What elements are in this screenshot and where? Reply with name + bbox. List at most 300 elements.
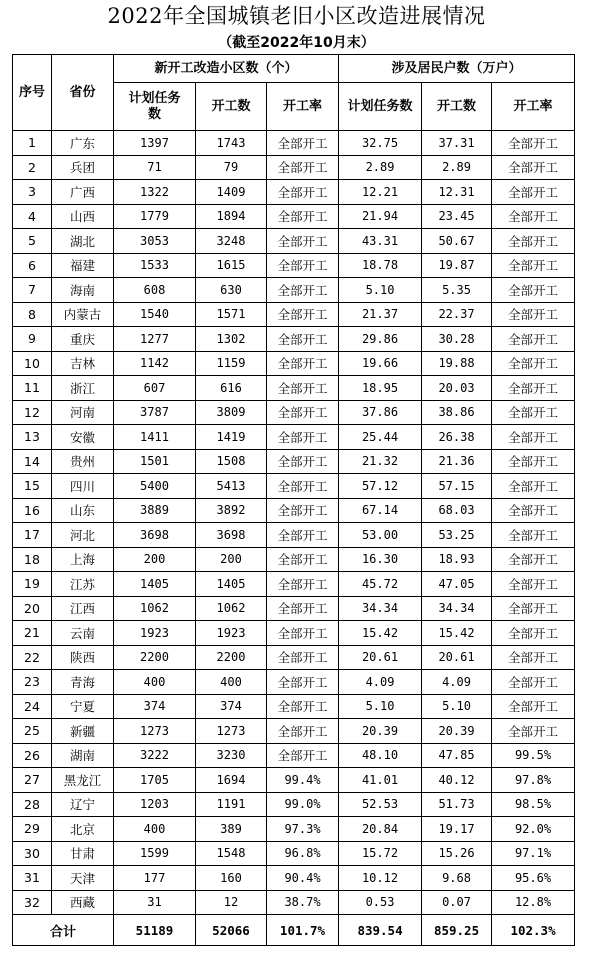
cell-households-planned: 15.72	[339, 841, 422, 866]
cell-communities-planned: 177	[114, 866, 196, 891]
cell-households-started: 4.09	[422, 670, 492, 695]
table-row	[13, 425, 575, 450]
cell-households-started: 19.88	[422, 351, 492, 376]
cell-seq: 22	[13, 645, 52, 670]
total-households-rate: 102.3%	[492, 915, 575, 946]
cell-households-started: 15.26	[422, 841, 492, 866]
cell-households-rate: 全部开工	[492, 449, 575, 474]
cell-households-planned: 18.78	[339, 253, 422, 278]
cell-households-rate: 全部开工	[492, 670, 575, 695]
cell-households-planned: 45.72	[339, 572, 422, 597]
cell-province: 江苏	[52, 572, 114, 597]
header-group-communities: 新开工改造小区数（个）	[114, 55, 339, 83]
cell-communities-rate: 38.7%	[267, 890, 339, 915]
cell-communities-started: 1062	[196, 596, 267, 621]
cell-communities-rate: 90.4%	[267, 866, 339, 891]
cell-communities-rate: 全部开工	[267, 327, 339, 352]
cell-seq: 16	[13, 498, 52, 523]
cell-communities-rate: 全部开工	[267, 743, 339, 768]
cell-households-started: 57.15	[422, 474, 492, 499]
header-group-households: 涉及居民户数（万户）	[339, 55, 575, 83]
table-row	[13, 376, 575, 401]
cell-communities-rate: 全部开工	[267, 155, 339, 180]
cell-households-started: 2.89	[422, 155, 492, 180]
table-row	[13, 474, 575, 499]
cell-seq: 12	[13, 400, 52, 425]
cell-households-started: 5.35	[422, 278, 492, 303]
cell-households-rate: 全部开工	[492, 719, 575, 744]
cell-households-rate: 97.8%	[492, 768, 575, 793]
cell-communities-planned: 3222	[114, 743, 196, 768]
table-row	[13, 449, 575, 474]
cell-province: 福建	[52, 253, 114, 278]
cell-households-rate: 95.6%	[492, 866, 575, 891]
cell-communities-started: 1405	[196, 572, 267, 597]
cell-province: 甘肃	[52, 841, 114, 866]
cell-communities-rate: 全部开工	[267, 253, 339, 278]
header-communities-planned: 计划任务数	[114, 83, 196, 131]
cell-communities-planned: 1599	[114, 841, 196, 866]
cell-households-rate: 全部开工	[492, 327, 575, 352]
cell-households-started: 26.38	[422, 425, 492, 450]
cell-province: 北京	[52, 817, 114, 842]
total-row	[13, 915, 575, 946]
total-label: 合计	[13, 915, 114, 946]
cell-households-rate: 全部开工	[492, 302, 575, 327]
cell-households-rate: 全部开工	[492, 131, 575, 156]
cell-communities-planned: 1779	[114, 204, 196, 229]
cell-households-started: 53.25	[422, 523, 492, 548]
cell-province: 江西	[52, 596, 114, 621]
table-row	[13, 229, 575, 254]
cell-communities-planned: 71	[114, 155, 196, 180]
cell-households-rate: 全部开工	[492, 547, 575, 572]
cell-seq: 11	[13, 376, 52, 401]
cell-households-planned: 16.30	[339, 547, 422, 572]
cell-households-planned: 25.44	[339, 425, 422, 450]
cell-province: 湖南	[52, 743, 114, 768]
cell-communities-started: 400	[196, 670, 267, 695]
cell-households-planned: 34.34	[339, 596, 422, 621]
cell-province: 上海	[52, 547, 114, 572]
cell-households-planned: 5.10	[339, 278, 422, 303]
cell-households-rate: 12.8%	[492, 890, 575, 915]
cell-communities-started: 1159	[196, 351, 267, 376]
cell-households-started: 37.31	[422, 131, 492, 156]
cell-households-planned: 57.12	[339, 474, 422, 499]
cell-communities-rate: 全部开工	[267, 719, 339, 744]
cell-households-planned: 21.32	[339, 449, 422, 474]
cell-province: 西藏	[52, 890, 114, 915]
cell-households-started: 18.93	[422, 547, 492, 572]
cell-communities-rate: 全部开工	[267, 425, 339, 450]
cell-province: 内蒙古	[52, 302, 114, 327]
cell-communities-rate: 全部开工	[267, 229, 339, 254]
cell-households-started: 22.37	[422, 302, 492, 327]
cell-seq: 23	[13, 670, 52, 695]
cell-communities-planned: 31	[114, 890, 196, 915]
cell-province: 新疆	[52, 719, 114, 744]
cell-province: 宁夏	[52, 694, 114, 719]
table-row	[13, 841, 575, 866]
cell-seq: 8	[13, 302, 52, 327]
cell-households-started: 47.85	[422, 743, 492, 768]
cell-province: 黑龙江	[52, 768, 114, 793]
cell-households-rate: 全部开工	[492, 376, 575, 401]
cell-communities-started: 5413	[196, 474, 267, 499]
table-row	[13, 645, 575, 670]
table-row	[13, 621, 575, 646]
cell-seq: 19	[13, 572, 52, 597]
cell-communities-started: 1419	[196, 425, 267, 450]
cell-communities-started: 374	[196, 694, 267, 719]
cell-households-planned: 32.75	[339, 131, 422, 156]
cell-seq: 18	[13, 547, 52, 572]
cell-communities-started: 1743	[196, 131, 267, 156]
cell-communities-started: 1191	[196, 792, 267, 817]
cell-communities-planned: 1540	[114, 302, 196, 327]
cell-seq: 7	[13, 278, 52, 303]
cell-communities-planned: 1142	[114, 351, 196, 376]
cell-communities-started: 389	[196, 817, 267, 842]
cell-households-planned: 37.86	[339, 400, 422, 425]
cell-communities-planned: 2200	[114, 645, 196, 670]
cell-households-planned: 10.12	[339, 866, 422, 891]
cell-communities-started: 1302	[196, 327, 267, 352]
cell-province: 辽宁	[52, 792, 114, 817]
cell-communities-started: 1571	[196, 302, 267, 327]
cell-households-started: 23.45	[422, 204, 492, 229]
table-row	[13, 253, 575, 278]
cell-communities-started: 1615	[196, 253, 267, 278]
cell-seq: 2	[13, 155, 52, 180]
cell-communities-planned: 1705	[114, 768, 196, 793]
table-row	[13, 817, 575, 842]
cell-communities-started: 3809	[196, 400, 267, 425]
table-row	[13, 131, 575, 156]
cell-households-planned: 18.95	[339, 376, 422, 401]
table-row	[13, 547, 575, 572]
cell-province: 贵州	[52, 449, 114, 474]
table-row	[13, 743, 575, 768]
header-households-rate: 开工率	[492, 83, 575, 131]
cell-households-started: 15.42	[422, 621, 492, 646]
cell-households-planned: 21.37	[339, 302, 422, 327]
cell-communities-planned: 5400	[114, 474, 196, 499]
cell-households-planned: 48.10	[339, 743, 422, 768]
cell-communities-planned: 1062	[114, 596, 196, 621]
cell-communities-planned: 1533	[114, 253, 196, 278]
cell-households-rate: 全部开工	[492, 621, 575, 646]
cell-province: 山东	[52, 498, 114, 523]
cell-seq: 6	[13, 253, 52, 278]
cell-communities-rate: 全部开工	[267, 302, 339, 327]
cell-households-planned: 41.01	[339, 768, 422, 793]
cell-province: 陕西	[52, 645, 114, 670]
cell-households-started: 21.36	[422, 449, 492, 474]
cell-seq: 9	[13, 327, 52, 352]
cell-households-planned: 20.61	[339, 645, 422, 670]
cell-households-rate: 99.5%	[492, 743, 575, 768]
cell-households-rate: 全部开工	[492, 351, 575, 376]
cell-households-started: 0.07	[422, 890, 492, 915]
header-province: 省份	[52, 55, 114, 131]
cell-province: 山西	[52, 204, 114, 229]
cell-households-started: 12.31	[422, 180, 492, 205]
cell-communities-planned: 1405	[114, 572, 196, 597]
cell-households-rate: 全部开工	[492, 155, 575, 180]
cell-communities-started: 12	[196, 890, 267, 915]
cell-communities-planned: 1273	[114, 719, 196, 744]
cell-communities-rate: 99.4%	[267, 768, 339, 793]
cell-communities-rate: 全部开工	[267, 621, 339, 646]
cell-seq: 10	[13, 351, 52, 376]
cell-seq: 30	[13, 841, 52, 866]
header-communities-rate: 开工率	[267, 83, 339, 131]
cell-communities-started: 1508	[196, 449, 267, 474]
cell-communities-started: 79	[196, 155, 267, 180]
cell-households-started: 34.34	[422, 596, 492, 621]
cell-households-started: 50.67	[422, 229, 492, 254]
cell-households-rate: 全部开工	[492, 523, 575, 548]
cell-communities-started: 2200	[196, 645, 267, 670]
cell-communities-started: 3698	[196, 523, 267, 548]
cell-households-started: 19.17	[422, 817, 492, 842]
cell-households-rate: 全部开工	[492, 400, 575, 425]
cell-communities-planned: 374	[114, 694, 196, 719]
cell-seq: 17	[13, 523, 52, 548]
table-row	[13, 302, 575, 327]
cell-households-started: 47.05	[422, 572, 492, 597]
cell-seq: 28	[13, 792, 52, 817]
table-row	[13, 596, 575, 621]
cell-seq: 31	[13, 866, 52, 891]
cell-households-planned: 53.00	[339, 523, 422, 548]
cell-communities-planned: 3889	[114, 498, 196, 523]
cell-communities-started: 616	[196, 376, 267, 401]
cell-communities-rate: 全部开工	[267, 547, 339, 572]
cell-communities-started: 3248	[196, 229, 267, 254]
table-row	[13, 890, 575, 915]
cell-province: 安徽	[52, 425, 114, 450]
cell-seq: 5	[13, 229, 52, 254]
cell-communities-rate: 全部开工	[267, 694, 339, 719]
total-communities-planned: 51189	[114, 915, 196, 946]
header-row-1	[13, 55, 575, 83]
cell-households-planned: 12.21	[339, 180, 422, 205]
cell-households-rate: 全部开工	[492, 645, 575, 670]
cell-communities-rate: 全部开工	[267, 498, 339, 523]
total-households-started: 859.25	[422, 915, 492, 946]
cell-communities-planned: 1277	[114, 327, 196, 352]
header-households-planned: 计划任务数	[339, 83, 422, 131]
cell-seq: 1	[13, 131, 52, 156]
header-seq: 序号	[13, 55, 52, 131]
cell-households-started: 38.86	[422, 400, 492, 425]
cell-communities-rate: 全部开工	[267, 400, 339, 425]
cell-communities-started: 1548	[196, 841, 267, 866]
cell-communities-rate: 97.3%	[267, 817, 339, 842]
cell-communities-started: 1273	[196, 719, 267, 744]
cell-province: 河南	[52, 400, 114, 425]
cell-communities-planned: 400	[114, 670, 196, 695]
cell-communities-rate: 全部开工	[267, 474, 339, 499]
cell-households-started: 19.87	[422, 253, 492, 278]
cell-households-planned: 0.53	[339, 890, 422, 915]
total-communities-rate: 101.7%	[267, 915, 339, 946]
cell-communities-planned: 1397	[114, 131, 196, 156]
cell-communities-planned: 200	[114, 547, 196, 572]
table-row	[13, 866, 575, 891]
cell-communities-rate: 全部开工	[267, 180, 339, 205]
cell-households-started: 5.10	[422, 694, 492, 719]
cell-communities-started: 1923	[196, 621, 267, 646]
table-row	[13, 400, 575, 425]
cell-communities-planned: 1322	[114, 180, 196, 205]
cell-households-planned: 67.14	[339, 498, 422, 523]
cell-province: 兵团	[52, 155, 114, 180]
cell-communities-started: 160	[196, 866, 267, 891]
cell-province: 广西	[52, 180, 114, 205]
cell-communities-planned: 1203	[114, 792, 196, 817]
cell-province: 天津	[52, 866, 114, 891]
cell-seq: 13	[13, 425, 52, 450]
cell-households-started: 40.12	[422, 768, 492, 793]
cell-province: 重庆	[52, 327, 114, 352]
cell-households-rate: 全部开工	[492, 596, 575, 621]
cell-households-started: 68.03	[422, 498, 492, 523]
header-households-started: 开工数	[422, 83, 492, 131]
page-subtitle: （截至2022年10月末）	[218, 35, 375, 51]
cell-households-planned: 20.39	[339, 719, 422, 744]
cell-households-rate: 97.1%	[492, 841, 575, 866]
cell-communities-rate: 96.8%	[267, 841, 339, 866]
cell-households-started: 20.61	[422, 645, 492, 670]
cell-seq: 4	[13, 204, 52, 229]
table-row	[13, 204, 575, 229]
cell-seq: 27	[13, 768, 52, 793]
cell-households-rate: 全部开工	[492, 474, 575, 499]
cell-households-planned: 52.53	[339, 792, 422, 817]
cell-communities-started: 1894	[196, 204, 267, 229]
cell-households-planned: 2.89	[339, 155, 422, 180]
cell-communities-rate: 全部开工	[267, 351, 339, 376]
cell-province: 浙江	[52, 376, 114, 401]
cell-households-started: 51.73	[422, 792, 492, 817]
table-row	[13, 155, 575, 180]
cell-province: 吉林	[52, 351, 114, 376]
cell-communities-planned: 1411	[114, 425, 196, 450]
cell-households-planned: 21.94	[339, 204, 422, 229]
cell-households-planned: 15.42	[339, 621, 422, 646]
cell-households-started: 20.03	[422, 376, 492, 401]
cell-province: 广东	[52, 131, 114, 156]
table-body	[13, 131, 575, 915]
page-title: 2022年全国城镇老旧小区改造进展情况	[107, 4, 486, 28]
cell-households-rate: 全部开工	[492, 278, 575, 303]
cell-households-rate: 全部开工	[492, 498, 575, 523]
cell-households-planned: 29.86	[339, 327, 422, 352]
cell-communities-rate: 全部开工	[267, 523, 339, 548]
cell-province: 海南	[52, 278, 114, 303]
cell-communities-rate: 全部开工	[267, 670, 339, 695]
cell-households-started: 9.68	[422, 866, 492, 891]
table-row	[13, 572, 575, 597]
cell-households-rate: 全部开工	[492, 425, 575, 450]
cell-seq: 26	[13, 743, 52, 768]
total-communities-started: 52066	[196, 915, 267, 946]
cell-communities-started: 200	[196, 547, 267, 572]
cell-province: 四川	[52, 474, 114, 499]
cell-communities-planned: 400	[114, 817, 196, 842]
cell-households-rate: 全部开工	[492, 694, 575, 719]
header-communities-started: 开工数	[196, 83, 267, 131]
cell-seq: 29	[13, 817, 52, 842]
cell-communities-rate: 全部开工	[267, 645, 339, 670]
cell-households-planned: 20.84	[339, 817, 422, 842]
cell-households-rate: 全部开工	[492, 253, 575, 278]
cell-communities-planned: 3698	[114, 523, 196, 548]
cell-communities-started: 3892	[196, 498, 267, 523]
cell-households-planned: 4.09	[339, 670, 422, 695]
cell-households-started: 20.39	[422, 719, 492, 744]
cell-households-rate: 全部开工	[492, 229, 575, 254]
cell-communities-rate: 全部开工	[267, 204, 339, 229]
total-households-planned: 839.54	[339, 915, 422, 946]
cell-communities-rate: 全部开工	[267, 376, 339, 401]
progress-table	[12, 54, 575, 946]
cell-seq: 21	[13, 621, 52, 646]
cell-communities-started: 1409	[196, 180, 267, 205]
table-row	[13, 523, 575, 548]
cell-seq: 3	[13, 180, 52, 205]
cell-communities-started: 3230	[196, 743, 267, 768]
table-row	[13, 670, 575, 695]
cell-communities-planned: 1923	[114, 621, 196, 646]
cell-communities-rate: 全部开工	[267, 572, 339, 597]
cell-province: 云南	[52, 621, 114, 646]
table-row	[13, 719, 575, 744]
cell-communities-planned: 3787	[114, 400, 196, 425]
cell-seq: 24	[13, 694, 52, 719]
cell-households-started: 30.28	[422, 327, 492, 352]
table-row	[13, 792, 575, 817]
cell-communities-planned: 3053	[114, 229, 196, 254]
cell-province: 湖北	[52, 229, 114, 254]
table-row	[13, 694, 575, 719]
cell-communities-planned: 607	[114, 376, 196, 401]
table-row	[13, 180, 575, 205]
cell-communities-rate: 全部开工	[267, 131, 339, 156]
cell-communities-planned: 608	[114, 278, 196, 303]
cell-households-planned: 43.31	[339, 229, 422, 254]
cell-communities-planned: 1501	[114, 449, 196, 474]
cell-households-rate: 92.0%	[492, 817, 575, 842]
cell-households-rate: 全部开工	[492, 180, 575, 205]
cell-seq: 15	[13, 474, 52, 499]
cell-households-rate: 全部开工	[492, 572, 575, 597]
cell-households-planned: 5.10	[339, 694, 422, 719]
cell-households-planned: 19.66	[339, 351, 422, 376]
cell-communities-started: 1694	[196, 768, 267, 793]
table-row	[13, 768, 575, 793]
cell-province: 河北	[52, 523, 114, 548]
cell-communities-rate: 全部开工	[267, 278, 339, 303]
cell-communities-rate: 全部开工	[267, 596, 339, 621]
table-row	[13, 327, 575, 352]
table-row	[13, 498, 575, 523]
cell-communities-rate: 全部开工	[267, 449, 339, 474]
